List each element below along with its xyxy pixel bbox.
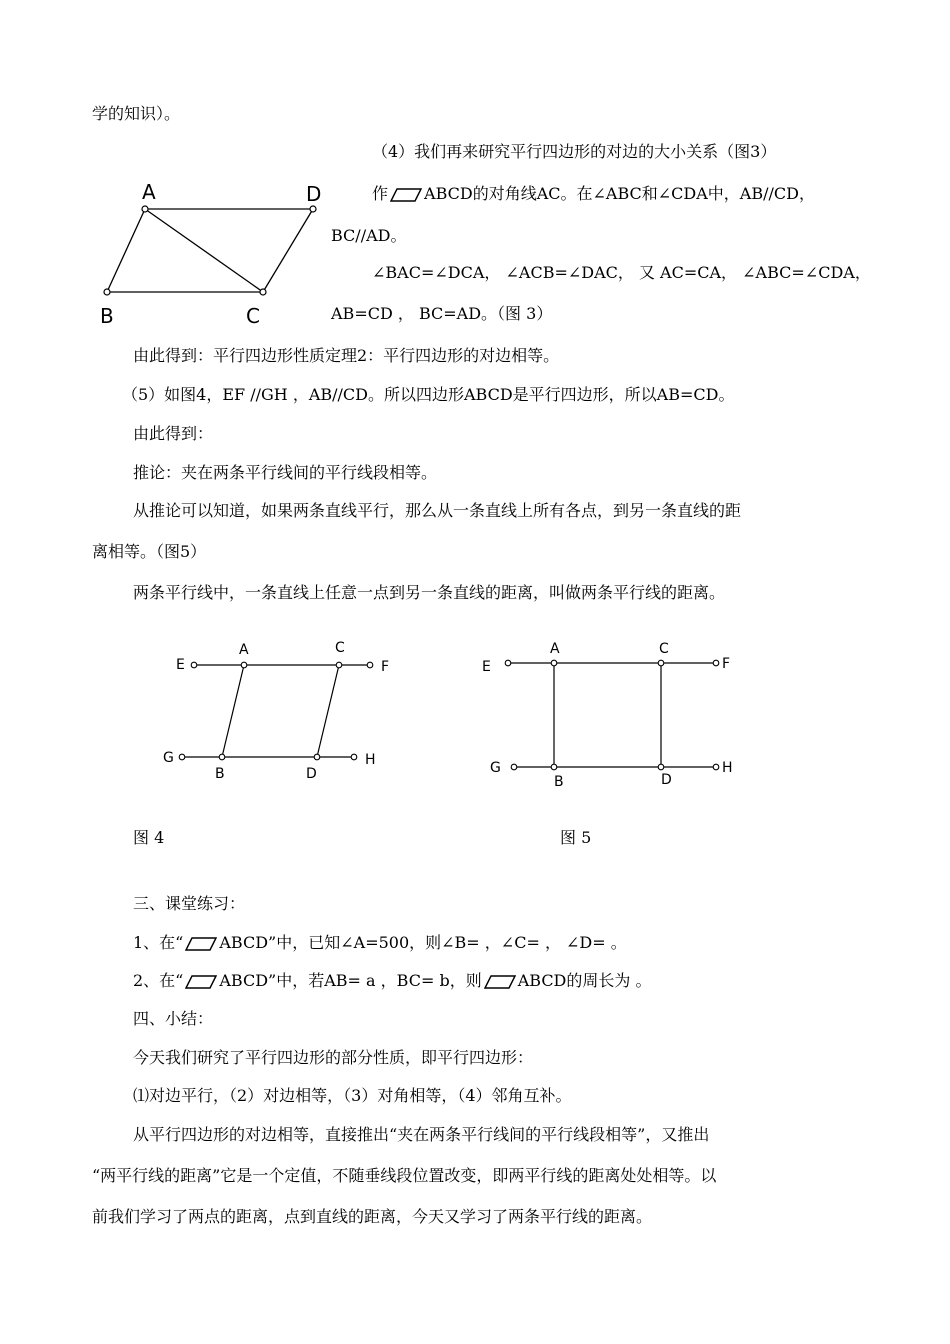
label-C: C <box>659 641 669 657</box>
label-H: H <box>365 752 376 768</box>
parallelogram-symbol-icon <box>390 188 422 202</box>
text-line-14 <box>133 932 627 954</box>
text-line-15 <box>133 970 651 992</box>
label-A: A <box>142 180 156 204</box>
text-line-17: 今天我们研究了平行四边形的部分性质，即平行四边形： <box>133 1048 534 1067</box>
parallelogram-symbol-icon <box>185 975 217 989</box>
figure-4-caption: 图 4 <box>133 828 165 847</box>
text-middle: ABCD”中，若AB= a ，BC= b，则 <box>219 971 482 990</box>
text-line-19: 从平行四边形的对边相等，直接推出“夹在两条平行线间的平行线段相等”，又推出 <box>133 1125 710 1144</box>
text-prefix: 2、在“ <box>133 971 184 990</box>
text-line-18: ⑴对边平行，（2）对边相等，（3）对角相等，（4）邻角互补。 <box>133 1086 572 1105</box>
label-A: A <box>550 641 560 657</box>
figure-5-parallel-distance <box>478 635 748 790</box>
parallelogram-symbol-icon <box>185 937 217 951</box>
label-C: C <box>335 640 345 656</box>
text-line-13: 三、课堂练习： <box>133 894 246 913</box>
text-prefix: 作 <box>372 184 389 203</box>
label-C: C <box>246 304 260 328</box>
text-line-2 <box>372 183 815 205</box>
text-line-6: 由此得到：平行四边形性质定理2：平行四边形的对边相等。 <box>133 346 560 365</box>
label-A: A <box>239 642 249 658</box>
label-B: B <box>554 774 564 790</box>
text-line-12: 两条平行线中，一条直线上任意一点到另一条直线的距离，叫做两条平行线的距离。 <box>133 583 726 602</box>
text-suffix: ABCD的周长为 。 <box>517 971 652 990</box>
figure-4-parallel-lines <box>160 635 400 785</box>
label-B: B <box>215 766 225 782</box>
label-E: E <box>482 659 491 675</box>
text-line-8: 由此得到： <box>133 424 214 443</box>
label-G: G <box>490 760 501 776</box>
label-F: F <box>722 656 731 672</box>
text-line-3: BC//AD。 <box>331 226 407 245</box>
text-line-10: 从推论可以知道，如果两条直线平行，那么从一条直线上所有各点，到另一条直线的距 <box>133 501 742 520</box>
text-prefix: 1、在“ <box>133 933 184 952</box>
figure-3-parallelogram <box>92 175 332 330</box>
label-D: D <box>661 772 672 788</box>
text-line-9: 推论：夹在两条平行线间的平行线段相等。 <box>133 463 438 482</box>
text-line-21: 前我们学习了两点的距离，点到直线的距离，今天又学习了两条平行线的距离。 <box>92 1207 653 1226</box>
label-H: H <box>722 760 733 776</box>
label-D: D <box>306 766 317 782</box>
text-line-7: （5）如图4，EF //GH ，AB//CD。所以四边形ABCD是平行四边形，所以AB=CD。 <box>122 385 735 404</box>
label-G: G <box>163 750 174 766</box>
text-line-0: 学的知识）。 <box>92 104 181 123</box>
text-line-4: ∠BAC=∠DCA， ∠ACB=∠DAC， 又 AC=CA， ∠ABC=∠CDA， <box>372 263 871 282</box>
label-E: E <box>176 657 185 673</box>
text-suffix: ABCD”中，已知∠A=500，则∠B= ，∠C= ， ∠D= 。 <box>219 933 627 952</box>
text-line-1: （4）我们再来研究平行四边形的对边的大小关系（图3） <box>372 142 777 161</box>
text-suffix: ABCD的对角线AC。在∠ABC和∠CDA中，AB//CD， <box>424 184 815 203</box>
text-line-16: 四、小结： <box>133 1009 214 1028</box>
text-line-20: “两平行线的距离”它是一个定值，不随垂线段位置改变，即两平行线的距离处处相等。以 <box>92 1166 717 1185</box>
label-F: F <box>381 659 390 675</box>
label-D: D <box>306 182 322 206</box>
label-B: B <box>100 304 114 328</box>
parallelogram-symbol-icon <box>484 975 516 989</box>
text-line-11: 离相等。（图5） <box>92 542 207 561</box>
text-line-5: AB=CD ， BC=AD。（图 3） <box>331 304 553 323</box>
figure-5-caption: 图 5 <box>560 828 592 847</box>
